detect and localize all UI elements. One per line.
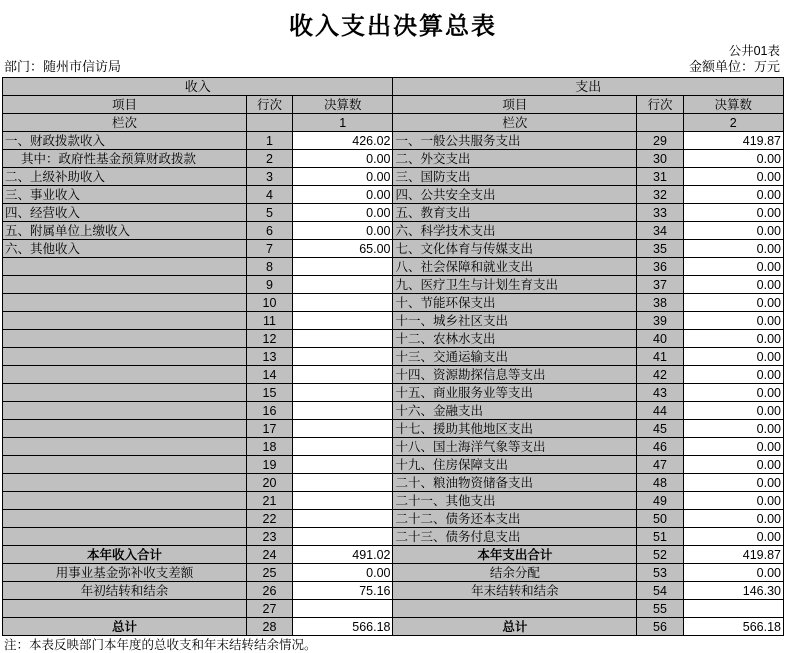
expense-row-number: 32 [637, 186, 683, 204]
expense-amount-value: 0.00 [683, 528, 783, 546]
expense-row-number: 34 [637, 222, 683, 240]
income-row-number: 14 [246, 366, 292, 384]
income-amount-value [293, 294, 393, 312]
income-item-label: 四、经营收入 [3, 204, 247, 222]
income-amount-value: 0.00 [293, 186, 393, 204]
income-amount-value [293, 258, 393, 276]
income-amount-value: 65.00 [293, 240, 393, 258]
income-row-number: 11 [246, 312, 292, 330]
income-item-label: 总计 [3, 618, 247, 636]
income-row-number: 3 [246, 168, 292, 186]
expense-rowno-header: 行次 [637, 96, 683, 114]
expense-amount-value: 0.00 [683, 474, 783, 492]
table-row [3, 258, 784, 276]
expense-amount-value: 0.00 [683, 258, 783, 276]
expense-item-label: 二十三、债务付息支出 [393, 528, 637, 546]
income-amount-value [293, 276, 393, 294]
table-row [3, 366, 784, 384]
income-row-number: 5 [246, 204, 292, 222]
income-rowno-header: 行次 [246, 96, 292, 114]
table-row [3, 150, 784, 168]
expense-item-label: 六、科学技术支出 [393, 222, 637, 240]
table-row [3, 528, 784, 546]
expense-item-label: 二十、粮油物资储备支出 [393, 474, 637, 492]
expense-item-label: 结余分配 [393, 564, 637, 582]
income-item-label [3, 276, 247, 294]
income-row-number: 22 [246, 510, 292, 528]
income-row-number: 4 [246, 186, 292, 204]
income-amount-value: 566.18 [293, 618, 393, 636]
expense-row-number: 39 [637, 312, 683, 330]
income-row-number: 23 [246, 528, 292, 546]
income-amount-value: 0.00 [293, 168, 393, 186]
expense-amount-value: 0.00 [683, 312, 783, 330]
expense-column-label: 栏次 [393, 114, 637, 132]
expense-amount-value: 146.30 [683, 582, 783, 600]
table-row [3, 348, 784, 366]
expense-amount-value: 0.00 [683, 240, 783, 258]
income-row-number: 18 [246, 438, 292, 456]
income-row-number: 26 [246, 582, 292, 600]
expense-row-number: 44 [637, 402, 683, 420]
expense-item-label: 二十一、其他支出 [393, 492, 637, 510]
table-row [3, 276, 784, 294]
income-row-number: 21 [246, 492, 292, 510]
table-row [3, 564, 784, 582]
expense-amount-value: 419.87 [683, 546, 783, 564]
expense-row-number: 52 [637, 546, 683, 564]
income-row-number: 9 [246, 276, 292, 294]
table-row [3, 240, 784, 258]
income-item-label [3, 294, 247, 312]
table-row [3, 510, 784, 528]
table-row [3, 546, 784, 564]
income-amount-value [293, 330, 393, 348]
page-title: 收入支出决算总表 [289, 14, 497, 40]
expense-item-header: 项目 [393, 96, 637, 114]
expense-item-label: 总计 [393, 618, 637, 636]
expense-row-number: 46 [637, 438, 683, 456]
expense-row-number: 35 [637, 240, 683, 258]
income-item-label [3, 438, 247, 456]
expense-row-number: 56 [637, 618, 683, 636]
income-column-label: 栏次 [3, 114, 247, 132]
form-code: 公井01表 [728, 44, 780, 58]
expense-item-label: 十五、商业服务业等支出 [393, 384, 637, 402]
income-row-number: 17 [246, 420, 292, 438]
expense-item-label: 八、社会保障和就业支出 [393, 258, 637, 276]
income-row-number: 15 [246, 384, 292, 402]
expense-item-label: 十三、交通运输支出 [393, 348, 637, 366]
income-item-label: 本年收入合计 [3, 546, 247, 564]
income-amount-value: 0.00 [293, 204, 393, 222]
income-row-number: 8 [246, 258, 292, 276]
income-row-number: 28 [246, 618, 292, 636]
income-item-label: 三、事业收入 [3, 186, 247, 204]
expense-col-number: 2 [683, 114, 783, 132]
income-item-label [3, 258, 247, 276]
expense-amount-value: 0.00 [683, 366, 783, 384]
table-row [3, 474, 784, 492]
income-item-label [3, 474, 247, 492]
expense-item-label: 五、教育支出 [393, 204, 637, 222]
expense-amount-value: 0.00 [683, 492, 783, 510]
expense-amount-value: 0.00 [683, 510, 783, 528]
table-row [3, 294, 784, 312]
income-amount-value: 0.00 [293, 150, 393, 168]
income-row-number: 25 [246, 564, 292, 582]
income-row-number: 12 [246, 330, 292, 348]
table-row [3, 420, 784, 438]
expense-col-spacer [637, 114, 683, 132]
department-line [0, 59, 786, 75]
income-item-label [3, 330, 247, 348]
income-item-label: 用事业基金弥补收支差额 [3, 564, 247, 582]
table-row [3, 168, 784, 186]
income-item-label [3, 312, 247, 330]
income-amount-value: 426.02 [293, 132, 393, 150]
income-amount-value [293, 492, 393, 510]
expense-amount-value: 0.00 [683, 438, 783, 456]
expense-row-number: 36 [637, 258, 683, 276]
expense-row-number: 30 [637, 150, 683, 168]
expense-amount-value: 0.00 [683, 186, 783, 204]
income-amount-value [293, 474, 393, 492]
income-row-number: 24 [246, 546, 292, 564]
income-amount-header: 决算数 [293, 96, 393, 114]
expense-amount-value: 0.00 [683, 330, 783, 348]
income-row-number: 1 [246, 132, 292, 150]
expense-row-number: 38 [637, 294, 683, 312]
table-row [3, 582, 784, 600]
income-group-header: 收入 [3, 78, 393, 96]
income-item-label [3, 366, 247, 384]
report-page [0, 6, 786, 652]
expense-row-number: 47 [637, 456, 683, 474]
expense-amount-value: 0.00 [683, 276, 783, 294]
expense-item-label: 十二、农林水支出 [393, 330, 637, 348]
table-row [3, 132, 784, 150]
table-body [3, 132, 784, 636]
table-row [3, 186, 784, 204]
expense-item-label: 十六、金融支出 [393, 402, 637, 420]
expense-amount-value: 0.00 [683, 384, 783, 402]
expense-row-number: 40 [637, 330, 683, 348]
income-row-number: 16 [246, 402, 292, 420]
expense-row-number: 54 [637, 582, 683, 600]
income-row-number: 2 [246, 150, 292, 168]
expense-row-number: 45 [637, 420, 683, 438]
expense-amount-value: 0.00 [683, 150, 783, 168]
income-item-label [3, 456, 247, 474]
income-amount-value: 0.00 [293, 564, 393, 582]
expense-item-label: 十七、援助其他地区支出 [393, 420, 637, 438]
income-row-number: 6 [246, 222, 292, 240]
expense-item-label: 十一、城乡社区支出 [393, 312, 637, 330]
income-item-label: 其中：政府性基金预算财政拨款 [3, 150, 247, 168]
expense-row-number: 29 [637, 132, 683, 150]
expense-row-number: 55 [637, 600, 683, 618]
income-row-number: 20 [246, 474, 292, 492]
expense-amount-value: 0.00 [683, 222, 783, 240]
income-col-spacer [246, 114, 292, 132]
income-row-number: 7 [246, 240, 292, 258]
expense-item-label: 十四、资源勘探信息等支出 [393, 366, 637, 384]
expense-item-label: 二十二、债务还本支出 [393, 510, 637, 528]
expense-item-label: 十九、住房保障支出 [393, 456, 637, 474]
expense-row-number: 53 [637, 564, 683, 582]
expense-item-label: 本年支出合计 [393, 546, 637, 564]
income-item-label: 六、其他收入 [3, 240, 247, 258]
income-amount-value [293, 456, 393, 474]
expense-amount-value: 0.00 [683, 402, 783, 420]
table-row [3, 456, 784, 474]
income-item-label: 年初结转和结余 [3, 582, 247, 600]
expense-amount-value: 0.00 [683, 348, 783, 366]
income-amount-value [293, 420, 393, 438]
income-amount-value [293, 438, 393, 456]
footer-note: 注：本表反映部门本年度的总收支和年末结转结余情况。 [4, 638, 317, 652]
table-row [3, 618, 784, 636]
department-name: 部门：随州市信访局 [4, 59, 122, 74]
expense-row-number: 50 [637, 510, 683, 528]
table-row [3, 438, 784, 456]
table-row [3, 204, 784, 222]
expense-item-label: 二、外交支出 [393, 150, 637, 168]
expense-row-number: 41 [637, 348, 683, 366]
income-row-number: 27 [246, 600, 292, 618]
expense-amount-value: 0.00 [683, 168, 783, 186]
income-item-label [3, 348, 247, 366]
expense-amount-value: 0.00 [683, 420, 783, 438]
expense-row-number: 43 [637, 384, 683, 402]
income-col-number: 1 [293, 114, 393, 132]
income-amount-value [293, 312, 393, 330]
table-row [3, 330, 784, 348]
expense-row-number: 37 [637, 276, 683, 294]
expense-item-label: 年末结转和结余 [393, 582, 637, 600]
income-row-number: 19 [246, 456, 292, 474]
expense-item-label: 三、国防支出 [393, 168, 637, 186]
expense-row-number: 42 [637, 366, 683, 384]
income-amount-value [293, 348, 393, 366]
income-amount-value [293, 510, 393, 528]
table-row [3, 492, 784, 510]
income-amount-value [293, 402, 393, 420]
expense-amount-value: 0.00 [683, 294, 783, 312]
income-item-label: 二、上级补助收入 [3, 168, 247, 186]
income-item-label [3, 528, 247, 546]
expense-row-number: 49 [637, 492, 683, 510]
expense-amount-value: 0.00 [683, 456, 783, 474]
expense-item-label: 十、节能环保支出 [393, 294, 637, 312]
expense-item-label: 十八、国土海洋气象等支出 [393, 438, 637, 456]
income-item-label: 五、附属单位上缴收入 [3, 222, 247, 240]
income-item-label [3, 420, 247, 438]
expense-item-label: 四、公共安全支出 [393, 186, 637, 204]
column-header-row [3, 96, 784, 114]
table-row [3, 384, 784, 402]
expense-group-header: 支出 [393, 78, 784, 96]
table-row [3, 402, 784, 420]
income-row-number: 13 [246, 348, 292, 366]
income-item-label [3, 492, 247, 510]
expense-amount-value: 0.00 [683, 204, 783, 222]
income-amount-value: 491.02 [293, 546, 393, 564]
expense-amount-header: 决算数 [683, 96, 783, 114]
expense-amount-value: 419.87 [683, 132, 783, 150]
expense-item-label: 一、一般公共服务支出 [393, 132, 637, 150]
expense-item-label: 九、医疗卫生与计划生育支出 [393, 276, 637, 294]
income-item-label: 一、财政拨款收入 [3, 132, 247, 150]
column-index-row [3, 114, 784, 132]
income-item-label [3, 384, 247, 402]
expense-row-number: 48 [637, 474, 683, 492]
income-amount-value: 75.16 [293, 582, 393, 600]
expense-amount-value: 566.18 [683, 618, 783, 636]
income-amount-value: 0.00 [293, 222, 393, 240]
income-amount-value [293, 366, 393, 384]
income-amount-value [293, 384, 393, 402]
expense-row-number: 31 [637, 168, 683, 186]
income-item-label [3, 402, 247, 420]
expense-row-number: 33 [637, 204, 683, 222]
table-row [3, 222, 784, 240]
expense-row-number: 51 [637, 528, 683, 546]
table-head [3, 78, 784, 132]
income-row-number: 10 [246, 294, 292, 312]
income-item-label [3, 510, 247, 528]
table-row [3, 312, 784, 330]
income-amount-value [293, 528, 393, 546]
expense-item-label: 七、文化体育与传媒支出 [393, 240, 637, 258]
budget-table [2, 77, 784, 636]
expense-amount-value: 0.00 [683, 564, 783, 582]
group-header-row [3, 78, 784, 96]
income-item-header: 项目 [3, 96, 247, 114]
amount-unit: 金额单位：万元 [688, 59, 780, 74]
